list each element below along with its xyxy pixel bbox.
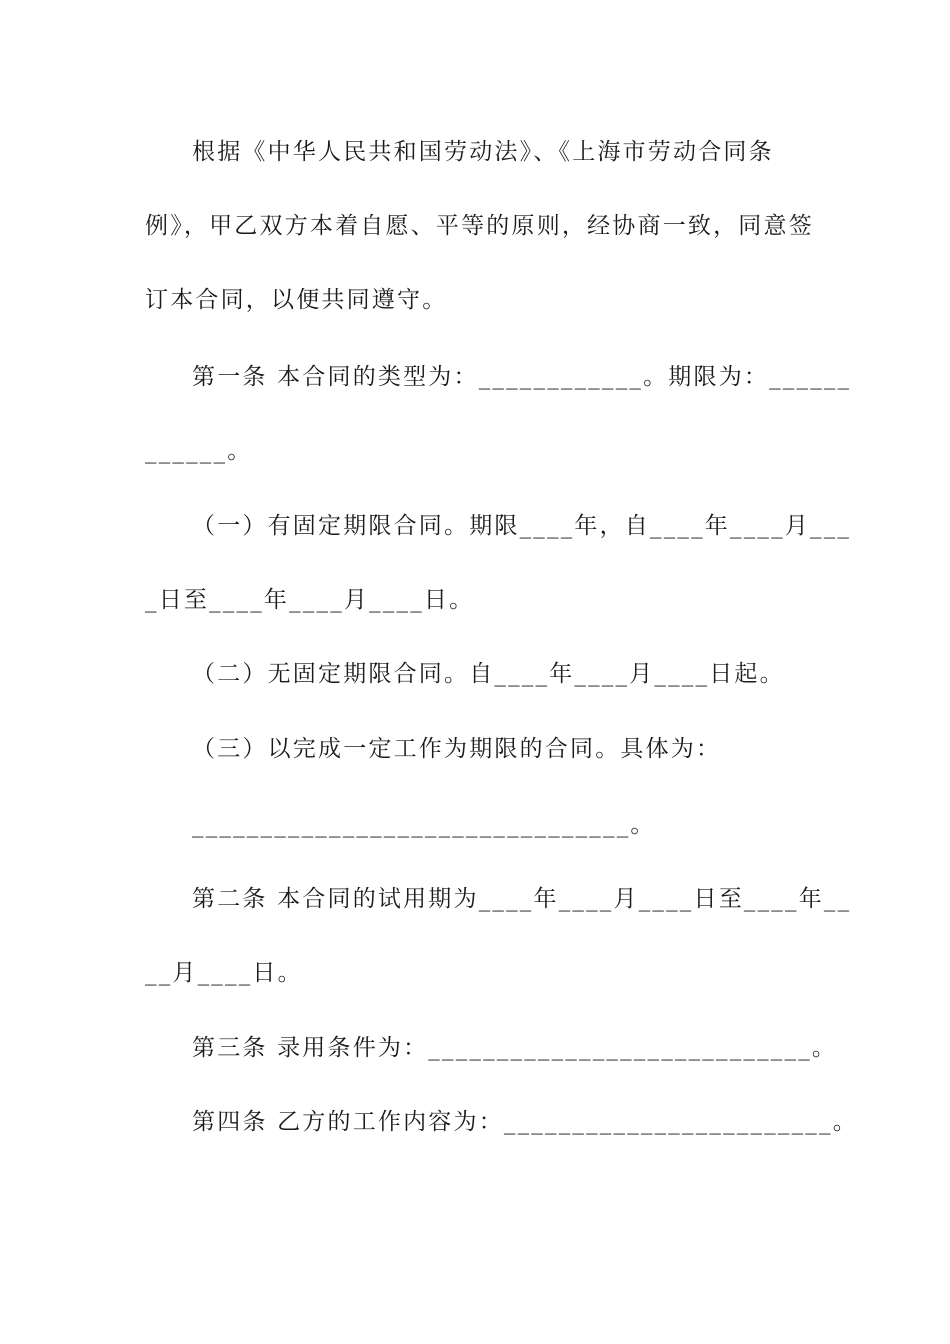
article-1-line-1: 第一条 本合同的类型为：____________。期限为：______ — [192, 364, 852, 390]
clause-1-line-2: _日至____年____月____日。 — [145, 587, 475, 613]
clause-3-line-1: （三）以完成一定工作为期限的合同。具体为： — [192, 736, 722, 762]
article-3-line: 第三条 录用条件为：____________________________。 — [192, 1035, 838, 1061]
clause-2-line: （二）无固定期限合同。自____年____月____日起。 — [192, 661, 785, 687]
paragraph-intro-line-1: 根据《中华人民共和国劳动法》、《上海市劳动合同条 — [192, 139, 774, 165]
paragraph-intro-line-3: 订本合同，以便共同遵守。 — [145, 287, 448, 313]
paragraph-intro-line-2: 例》，甲乙双方本着自愿、平等的原则，经协商一致，同意签 — [145, 213, 814, 239]
article-1-line-2: ______。 — [145, 438, 253, 464]
article-4-line: 第四条 乙方的工作内容为：________________________。 — [192, 1109, 858, 1135]
article-2-line-1: 第二条 本合同的试用期为____年____月____日至____年__ — [192, 886, 852, 912]
article-2-line-2: __月____日。 — [145, 960, 303, 986]
clause-1-line-1: （一）有固定期限合同。期限____年，自____年____月___ — [192, 513, 852, 539]
clause-3-line-2: ________________________________。 — [192, 812, 656, 838]
